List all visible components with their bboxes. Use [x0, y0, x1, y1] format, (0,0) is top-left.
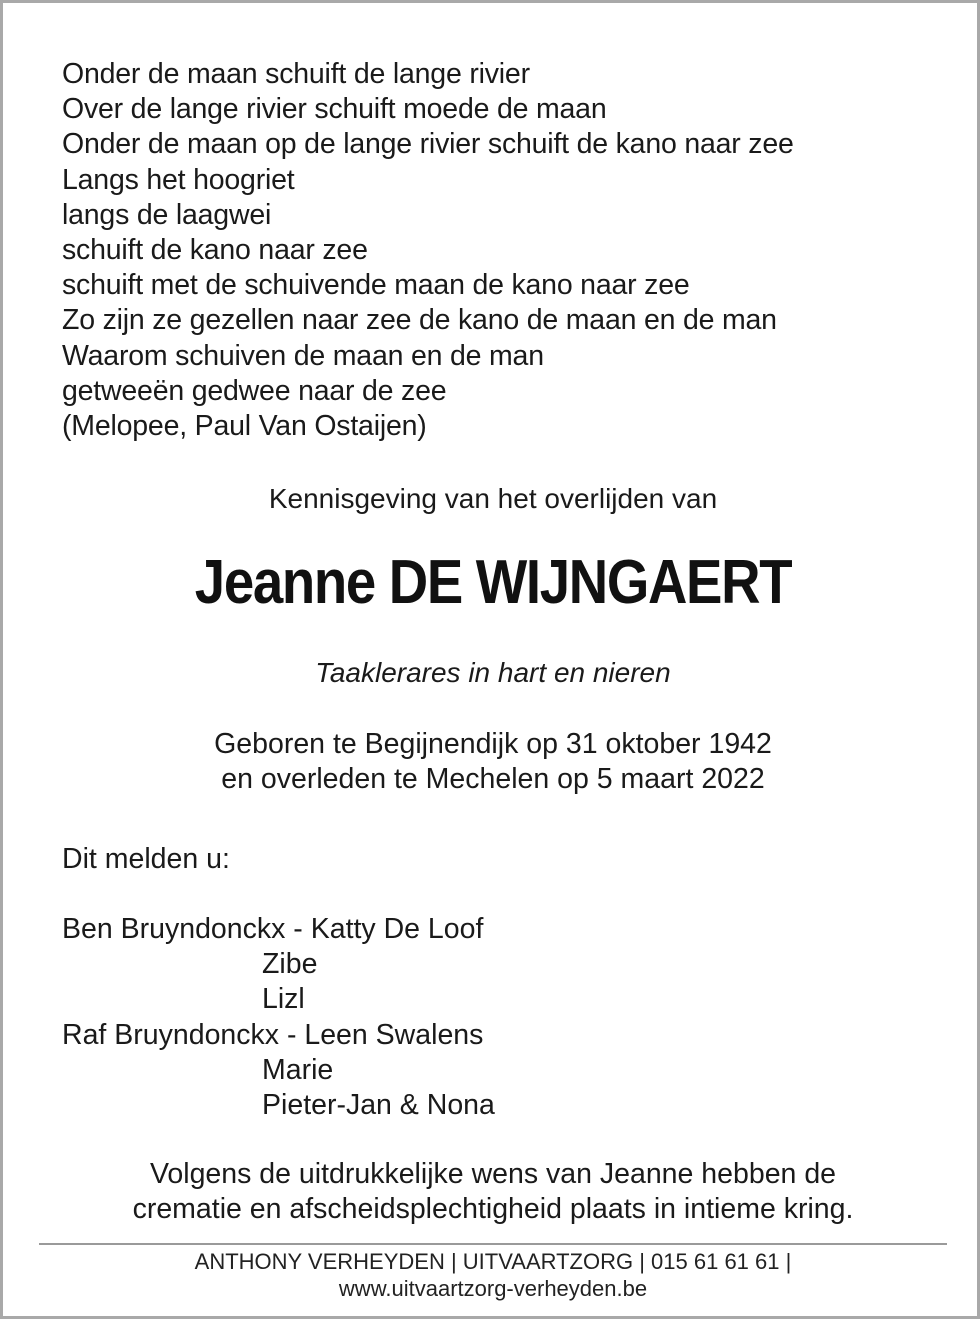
poem-line: langs de laagwei	[62, 198, 272, 231]
family-child: Lizl	[262, 983, 305, 1016]
announcement-heading: Kennisgeving van het overlijden van	[268, 483, 718, 514]
poem	[62, 57, 942, 444]
family-child: Marie	[262, 1053, 334, 1086]
poem-line: Onder de maan op de lange rivier schuift de kano naar zee	[62, 128, 794, 161]
family-child: Pieter-Jan & Nona	[262, 1089, 495, 1122]
poem-line: Onder de maan schuift de lange rivier	[62, 58, 530, 90]
family-list	[62, 912, 922, 1123]
family-couple: Raf Bruyndonckx - Leen Swalens	[62, 1018, 484, 1051]
poem-line: getweeën gedwee naar de zee	[62, 374, 447, 407]
birth-death-dates	[3, 727, 980, 797]
poem-line: schuift de kano naar zee	[62, 234, 368, 267]
deceased-name: Jeanne DE WIJNGAERT	[194, 548, 792, 617]
poem-line: Waarom schuiven de maan en de man	[62, 339, 544, 372]
poem-line: Zo zijn ze gezellen naar zee de kano de maan en de man	[62, 304, 777, 337]
closing-line: crematie en afscheidsplechtigheid plaats in intieme kring.	[132, 1193, 854, 1226]
footer-divider	[39, 1243, 947, 1245]
death-line: en overleden te Mechelen op 5 maart 2022	[221, 763, 765, 796]
family-intro: Dit melden u:	[62, 843, 230, 875]
funeral-home-contact: ANTHONY VERHEYDEN | UITVAARTZORG | 015 61 61 61 |	[194, 1249, 792, 1274]
family-child: Zibe	[262, 948, 318, 981]
birth-line: Geboren te Begijnendijk op 31 oktober 1942	[214, 728, 772, 760]
poem-attribution: (Melopee, Paul Van Ostaijen)	[62, 410, 427, 443]
closing-note	[3, 1157, 980, 1227]
closing-line: Volgens de uitdrukkelijke wens van Jeanne hebben de	[149, 1158, 837, 1190]
funeral-home-footer	[3, 1248, 980, 1302]
poem-line: Langs het hoogriet	[62, 163, 295, 196]
funeral-home-website: www.uitvaartzorg-verheyden.be	[338, 1276, 648, 1301]
family-couple: Ben Bruyndonckx - Katty De Loof	[62, 913, 484, 945]
poem-line: schuift met de schuivende maan de kano naar zee	[62, 269, 690, 302]
poem-line: Over de lange rivier schuift moede de maan	[62, 93, 607, 126]
deceased-tagline: Taaklerares in hart en nieren	[315, 657, 671, 688]
